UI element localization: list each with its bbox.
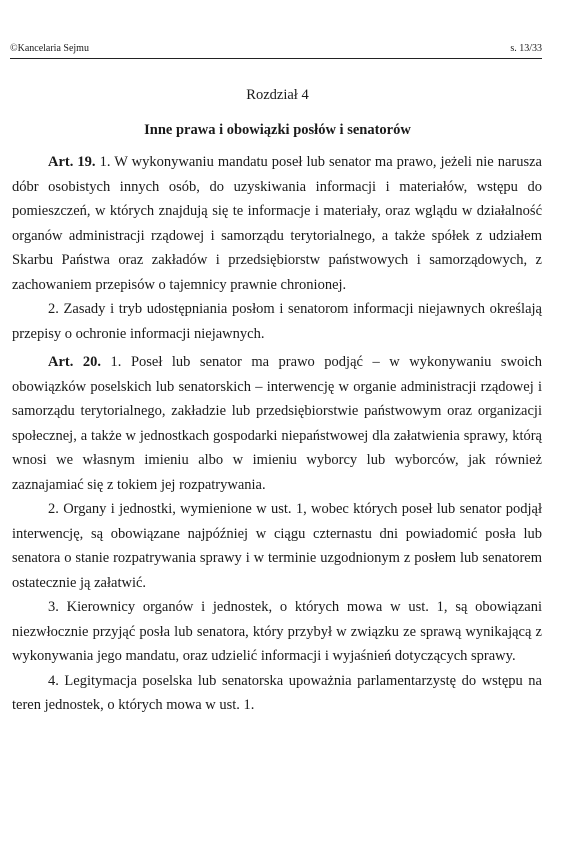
art20-p1-text: 1. Poseł lub senator ma prawo podjąć – w wykonywaniu swoich obowiązków poselskich lub senatorskich – interwencję w organie administracji rządowej i samorządu terytorialnego, zakładzie lub przedsiębiorstwie państwowym oraz organizacji społecznej, a także w jednostkach gospodarki niepaństwowej dla załatwienia sprawy, którą wnosi we własnym imieniu albo w imieniu wyborcy lub wyborców, jak również zaznajamiać się z tokiem jej rozpatrywania. — [12, 354, 542, 493]
document-body — [12, 150, 542, 718]
art19-paragraph-1 — [12, 150, 542, 297]
section-title: Inne prawa i obowiązki posłów i senatorów — [144, 122, 411, 138]
art19-paragraph-2: 2. Zasady i tryb udostępniania posłom i senatorom informacji niejawnych określają przepisy o ochronie informacji niejawnych. — [12, 301, 542, 342]
art20-paragraph-2: 2. Organy i jednostki, wymienione w ust. 1, wobec których poseł lub senator podjął interwencję, są obowiązane najpóźniej w ciągu czternastu dni powiadomić posła lub senatora o stanie rozpatrywania sprawy i w terminie uzgodnionym z posłem lub senatorem ostatecznie ją załatwić. — [12, 501, 542, 591]
art20-paragraph-1 — [12, 350, 542, 497]
art20-paragraph-3: 3. Kierownicy organów i jednostek, o których mowa w ust. 1, są obowiązani niezwłocznie przyjąć posła lub senatora, który przybył w związku ze sprawą wynikającą z wykonywania jego mandatu, oraz udzielić informacji i wyjaśnień dotyczących sprawy. — [12, 599, 542, 664]
art19-label: Art. 19. — [48, 154, 96, 170]
chapter-heading: Rozdział 4 — [246, 87, 309, 103]
header-publisher: ©Kancelaria Sejmu — [10, 43, 89, 54]
art19-p1-text: 1. W wykonywaniu mandatu poseł lub senator ma prawo, jeżeli nie narusza dóbr osobistych innych osób, do uzyskiwania informacji i materiałów, wstępu do pomieszczeń, w których znajdują się te informacje i materiały, oraz wglądu w działalność organów administracji rządowej i samorządu terytorialnego, a także spółek z udziałem Skarbu Państwa oraz zakładów i przedsiębiorstw państwowych i samorządowych, z zachowaniem przepisów o tajemnicy prawnie chronionej. — [12, 154, 542, 293]
header-page-number: s. 13/33 — [510, 43, 542, 54]
art20-label: Art. 20. — [48, 354, 102, 370]
page-header — [10, 42, 542, 59]
art20-paragraph-4: 4. Legitymacja poselska lub senatorska upoważnia parlamentarzystę do wstępu na teren jednostek, o których mowa w ust. 1. — [12, 672, 542, 713]
